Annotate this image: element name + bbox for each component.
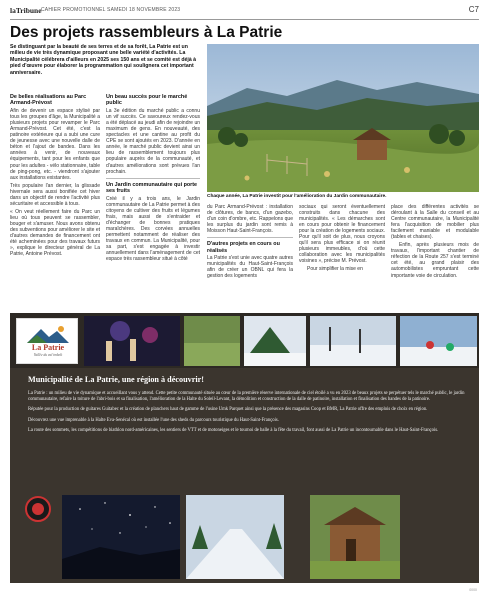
garden-landscape-image bbox=[207, 44, 479, 192]
paragraph: Enfin, après plusieurs mois de travaux, l'important chantier de réfection de la Route 257 s'est terminé cet été, au grand plaisir des automobilistes empruntant cette importante voie de circulation. bbox=[391, 242, 479, 279]
article-headline: Des projets rassembleurs à La Patrie bbox=[10, 24, 283, 41]
paragraph: du Parc Armand-Prévost : installation de clôtures, de bancs, d'un gazebo, d'un coin d'ombre, etc. Rappelons que les surplus du jardin sont remis à Moisson Haut-Saint-François. bbox=[207, 204, 293, 235]
la-patrie-logo bbox=[16, 318, 78, 364]
ad-photo-strip bbox=[10, 313, 479, 368]
newspaper-brand: laTribune bbox=[10, 6, 42, 15]
section-heading-parc: De belles réalisations au Parc Armand-Prévost bbox=[10, 94, 87, 107]
paragraph: Réputée pour la production de guitares Guitabec et la création de planchers haut de gamme de l'usine Umk Parquet ainsi que la présence des magasins Coop et BMR, La Patrie offre des emplois de choix en région. bbox=[28, 407, 428, 413]
ad-bottom-photos bbox=[10, 489, 479, 583]
article-intro: Se distinguant par la beauté de ses terres et de sa forêt, La Patrie est un milieu de vie très dynamique proposant une belle variété d'activités. La Municipalité célébrera d'ailleurs en 2025 ses 150 ans et se comité est déjà à pied d'œuvre pour élaborer la programmation qui soulignera cet important anniversaire. bbox=[10, 44, 197, 76]
paragraph: Pour simplifier la mise en bbox=[307, 266, 363, 273]
divider bbox=[207, 237, 293, 238]
paragraph: Afin de devenir un espace stylisé par tous les groupes d'âge, la Municipalité a plusieurs projets pour revamper le Parc Armand-Prévost. Cet été, c'est la patinoire extérieure qui a subi une cure de jeunesse avec une nouvelle dalle de béton et l'ajout de bandes. Dans les années à venir, de nouveaux équipements, tant pour les enfants que pour les adultes - vélo stationnaire, table de ping-pong, etc. - viendront s'ajouter aux installations existantes. bbox=[10, 108, 100, 181]
paragraph: « On veut réellement faire du Parc un lieu où tous peuvent se rassembler, bouger et s'amuser. Nous avons obtenu des subventions pour améliorer le site et d'autres demandes de financement ont été acheminées pour des travaux futurs », explique le directeur général de La Patrie, Antoine Prévost. bbox=[10, 208, 100, 258]
paragraph: Créé il y a trois ans, le Jardin communautaire de La Patrie permet à des citoyens de cultiver des fruits et légumes frais, mais aussi de s'entraider et d'échanger de bonnes pratiques maraîchères. Des corvées annuelles permettent notamment de réaliser des travaux en commun. La Municipalité, pour sa part, s'est engagée à investir annuellement dans l'aménagement de cet espace très rassembleur situé à côté bbox=[106, 195, 200, 263]
section-heading-marche: Un beau succès pour le marché public bbox=[106, 94, 188, 107]
paragraph: La Patrie : un milieu de vie dynamique et accueillant vous y attend. Cette petite communauté située au cœur de la première réserve internationale de ciel étoilé a vu en 2023 de beaux projets se perpétuer tels le marché public, le jardin communautaire, refaire la toiture de l'abri-bois et sa finalisation, l'amélioration de la Halte du Soleil-Levant, la démolition et construction de la dalle de patinoire, installation et finalisation des bandes de la patinoire. bbox=[28, 391, 465, 402]
page-header bbox=[10, 6, 479, 20]
mountain-logo-icon bbox=[27, 325, 69, 343]
divider bbox=[106, 178, 200, 179]
paragraph: Découvrez une vue imprenable à la Halte Eva-Senécal où est installée l'une des sheds du parcours touristique du Haut-Saint-François. bbox=[28, 417, 279, 423]
paragraph: La route des sommets, les compétitions de biathlon nord-américaines, les sentiers de VTT et de motoneiges et le tournoi de balle à la fête du travail, font aussi de La Patrie un incontournable dans le Haut-Saint-François. bbox=[28, 428, 439, 434]
article-column-2 bbox=[106, 94, 200, 264]
paragraph: Très populaire l'an dernier, la glissade hivernale sera aussi bonifiée cet hiver dans un objectif de rendre l'activité plus sécuritaire et accessible à tous. bbox=[10, 182, 100, 207]
section-heading-jardin: Un Jardin communautaire qui porte ses fruits bbox=[106, 181, 198, 194]
article-column-1 bbox=[10, 94, 100, 259]
paragraph: La 3e édition du marché public a connu un vif succès. Ce savoureux rendez-vous a été déplacé au jeudi afin de rejoindre un maximum de gens. En nouveauté, des spectacles et une cantine au profit du CPE se sont ajoutés en 2023. D'année en année, le marché public devient ainsi un lieu de rassemblement toujours plus populaire auprès de la communauté, et d'autres améliorations sont prévues l'an prochain. bbox=[106, 108, 200, 175]
jardin-photo bbox=[207, 44, 479, 192]
ad-title: Municipalité de La Patrie, une région à découvrir! bbox=[28, 375, 205, 384]
logo-title: La Patrie bbox=[31, 343, 65, 352]
paragraph: place des différentes activités se déroulant à la Salle du conseil et au Centre communautaire, la Municipalité fera l'acquisition de mobilier plus facilement maniable et modulable (tables et chaises). bbox=[391, 204, 479, 241]
article-column-5 bbox=[391, 204, 479, 281]
footer-code: 0000 bbox=[469, 588, 477, 592]
article-column-4 bbox=[299, 204, 385, 275]
paragraph: La Patrie s'est unie avec quatre autres municipalités du Haut-Saint-François afin de créer un OBNL qui fera la gestion des logements bbox=[207, 255, 293, 280]
article-column-3 bbox=[207, 204, 293, 282]
municipality-advertisement bbox=[10, 313, 479, 583]
section-label: CAHIER PROMOTIONNEL SAMEDI 18 NOVEMBRE 2023 bbox=[41, 7, 181, 13]
ad-body bbox=[28, 391, 468, 439]
logo-subtitle: Vallée du val imbelt bbox=[33, 353, 63, 357]
paragraph: sociaux qui seront éventuellement construits dans chacune des municipalités. « Les démarches sont en cours pour obtenir le financement pour la création de logements sociaux. Pour qu'il soit de plus, nous croyons qu'il sera plus efficace si on réunit plusieurs immeubles, d'où cette collaboration avec les municipalités voisines », précise M. Prévost. bbox=[299, 204, 385, 265]
photo-caption: Chaque année, La Patrie investit pour l'amélioration du Jardin communautaire. bbox=[207, 194, 387, 199]
page-number: C7 bbox=[468, 5, 479, 14]
section-heading-projets: D'autres projets en cours ou réalisés bbox=[207, 241, 280, 254]
